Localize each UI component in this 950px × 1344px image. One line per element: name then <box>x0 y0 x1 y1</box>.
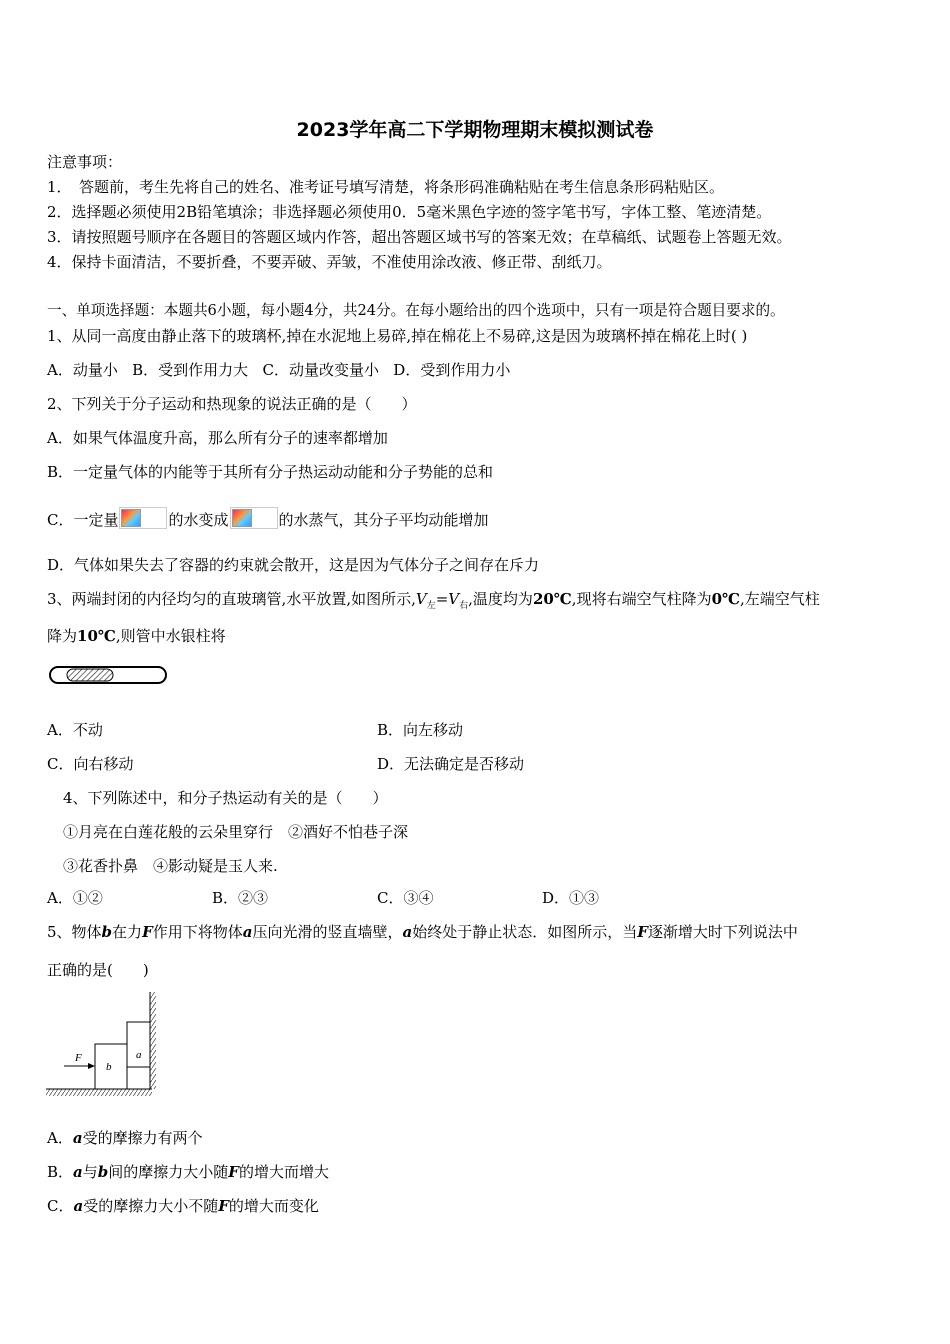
q1-option-d: D．受到作用力小 <box>393 361 511 379</box>
q5-text: 逐渐增大时下列说法中 <box>647 923 798 941</box>
q3-text: 3、两端封闭的内径均匀的直玻璃管,水平放置,如图所示, <box>47 590 416 608</box>
q3-option-d: D．无法确定是否移动 <box>377 755 525 773</box>
var-f: F <box>228 1163 239 1181</box>
q2-option-c-text: 的水蒸气，其分子平均动能增加 <box>278 511 489 529</box>
var-a: a <box>242 923 253 941</box>
q2-option-c-text: 的水变成 <box>168 511 229 529</box>
notice-heading: 注意事项： <box>47 153 123 171</box>
q3-option-b: B．向左移动 <box>377 721 464 739</box>
label-b: b <box>106 1061 112 1073</box>
notice-item: 1． 答题前，考生先将自己的姓名、准考证号填写清楚，将条形码准确粘贴在考生信息条形码粘贴区。 <box>47 178 725 196</box>
q1-option-a: A．动量小 <box>47 361 118 379</box>
broken-image-icon <box>119 507 167 529</box>
q4-option-b: B．②③ <box>212 889 269 907</box>
q2-option-b: B．一定量气体的内能等于其所有分子热运动动能和分子势能的总和 <box>47 463 494 481</box>
ground-hatch <box>46 1089 152 1096</box>
option-text: 的增大而变化 <box>228 1197 319 1215</box>
wall-hatch <box>150 992 156 1089</box>
arrow-head <box>88 1063 95 1069</box>
option-text: 受的摩擦力有两个 <box>82 1129 203 1147</box>
equals: = <box>435 590 449 608</box>
notice-item: 4．保持卡面清洁，不要折叠，不要弄破、弄皱，不准使用涂改液、修正带、刮纸刀。 <box>47 253 612 271</box>
q5-text: 作用下将物体 <box>152 923 243 941</box>
q5-stem <box>47 922 798 942</box>
var-a: a <box>73 1163 83 1181</box>
q5-option-a <box>47 1128 203 1148</box>
q1-option-b: B．受到作用力大 <box>132 361 249 379</box>
q5-text: 在力 <box>112 923 143 941</box>
q3-text: ,现将右端空气柱降为 <box>571 590 712 608</box>
q5-stem-2: 正确的是( ) <box>47 961 149 979</box>
block-wall-diagram <box>44 990 160 1098</box>
q4-stem: 4、下列陈述中，和分子热运动有关的是（ ） <box>63 789 388 807</box>
option-text: 的增大而增大 <box>238 1163 329 1181</box>
option-label: B． <box>47 1163 74 1181</box>
q3-text: ,温度均为 <box>468 590 533 608</box>
q2-option-c <box>47 507 489 530</box>
q5-text: 压向光滑的竖直墙壁， <box>252 923 403 941</box>
sub-right: 右 <box>459 601 469 611</box>
broken-image-icon <box>230 507 278 529</box>
var-a: a <box>72 1129 83 1147</box>
var-b: b <box>97 1163 109 1181</box>
q1-option-c: C．动量改变量小 <box>262 361 379 379</box>
q5-option-c <box>47 1196 319 1216</box>
q4-statement: ①月亮在白莲花般的云朵里穿行 ②酒好不怕巷子深 <box>63 823 409 841</box>
sub-left: 左 <box>426 601 436 611</box>
option-text: 与 <box>82 1163 98 1181</box>
q5-text: 始终处于静止状态．如图所示，当 <box>412 923 638 941</box>
q2-option-d: D．气体如果失去了容器的约束就会散开，这是因为气体分子之间存在斥力 <box>47 556 540 574</box>
q3-text: 降为 <box>47 627 78 645</box>
v-right: V <box>448 590 460 608</box>
label-f: F <box>75 1052 82 1064</box>
notice-item: 2．选择题必须使用2B铅笔填涂；非选择题必须使用0．5毫米黑色字迹的签字笔书写，字体工整、笔迹清楚。 <box>47 203 772 221</box>
q2-stem: 2、下列关于分子运动和热现象的说法正确的是（ ） <box>47 395 417 413</box>
option-label: C． <box>47 1197 74 1215</box>
q2-option-a: A．如果气体温度升高，那么所有分子的速率都增加 <box>47 429 388 447</box>
mercury-column <box>67 669 113 681</box>
q5-option-b <box>47 1162 329 1182</box>
q3-option-a: A．不动 <box>47 721 103 739</box>
temperature: 20℃ <box>532 590 572 608</box>
q3-option-c: C．向右移动 <box>47 755 134 773</box>
var-f: F <box>218 1197 229 1215</box>
var-a: a <box>402 923 413 941</box>
option-text: 受的摩擦力大小不随 <box>83 1197 219 1215</box>
q3-stem <box>47 589 820 616</box>
q4-option-c: C．③④ <box>377 889 434 907</box>
var-a: a <box>73 1197 84 1215</box>
q1-options <box>47 360 510 380</box>
q1-stem: 1、从同一高度由静止落下的玻璃杯,掉在水泥地上易碎,掉在棉花上不易碎,这是因为玻璃杯掉在棉花上时( ) <box>47 327 748 345</box>
section-heading: 一、单项选择题：本题共6小题，每小题4分，共24分。在每小题给出的四个选项中，只有一项是符合题目要求的。 <box>47 302 785 319</box>
q5-text: 5、物体 <box>47 923 102 941</box>
notice-item: 3．请按照题号顺序在各题目的答题区域内作答，超出答题区域书写的答案无效；在草稿纸、试题卷上答题无效。 <box>47 228 792 246</box>
q4-statement: ③花香扑鼻 ④影动疑是玉人来. <box>63 857 278 875</box>
label-a: a <box>136 1049 142 1061</box>
q4-option-a: A．①② <box>47 889 103 907</box>
q3-stem-2 <box>47 626 226 646</box>
page-title: 2023学年高二下学期物理期末模拟测试卷 <box>296 119 654 141</box>
var-f: F <box>637 923 648 941</box>
option-label: A． <box>47 1129 73 1147</box>
q3-text: ,则管中水银柱将 <box>115 627 226 645</box>
glass-tube-diagram <box>47 664 171 686</box>
temperature: 0℃ <box>711 590 740 608</box>
var-f: F <box>142 923 153 941</box>
var-b: b <box>101 923 113 941</box>
v-left: V <box>415 590 427 608</box>
q2-option-c-text: C．一定量 <box>47 511 119 529</box>
option-text: 间的摩擦力大小随 <box>108 1163 229 1181</box>
q4-option-d: D．①③ <box>542 889 600 907</box>
q3-text: ,左端空气柱 <box>740 590 820 608</box>
temperature: 10℃ <box>77 627 116 645</box>
